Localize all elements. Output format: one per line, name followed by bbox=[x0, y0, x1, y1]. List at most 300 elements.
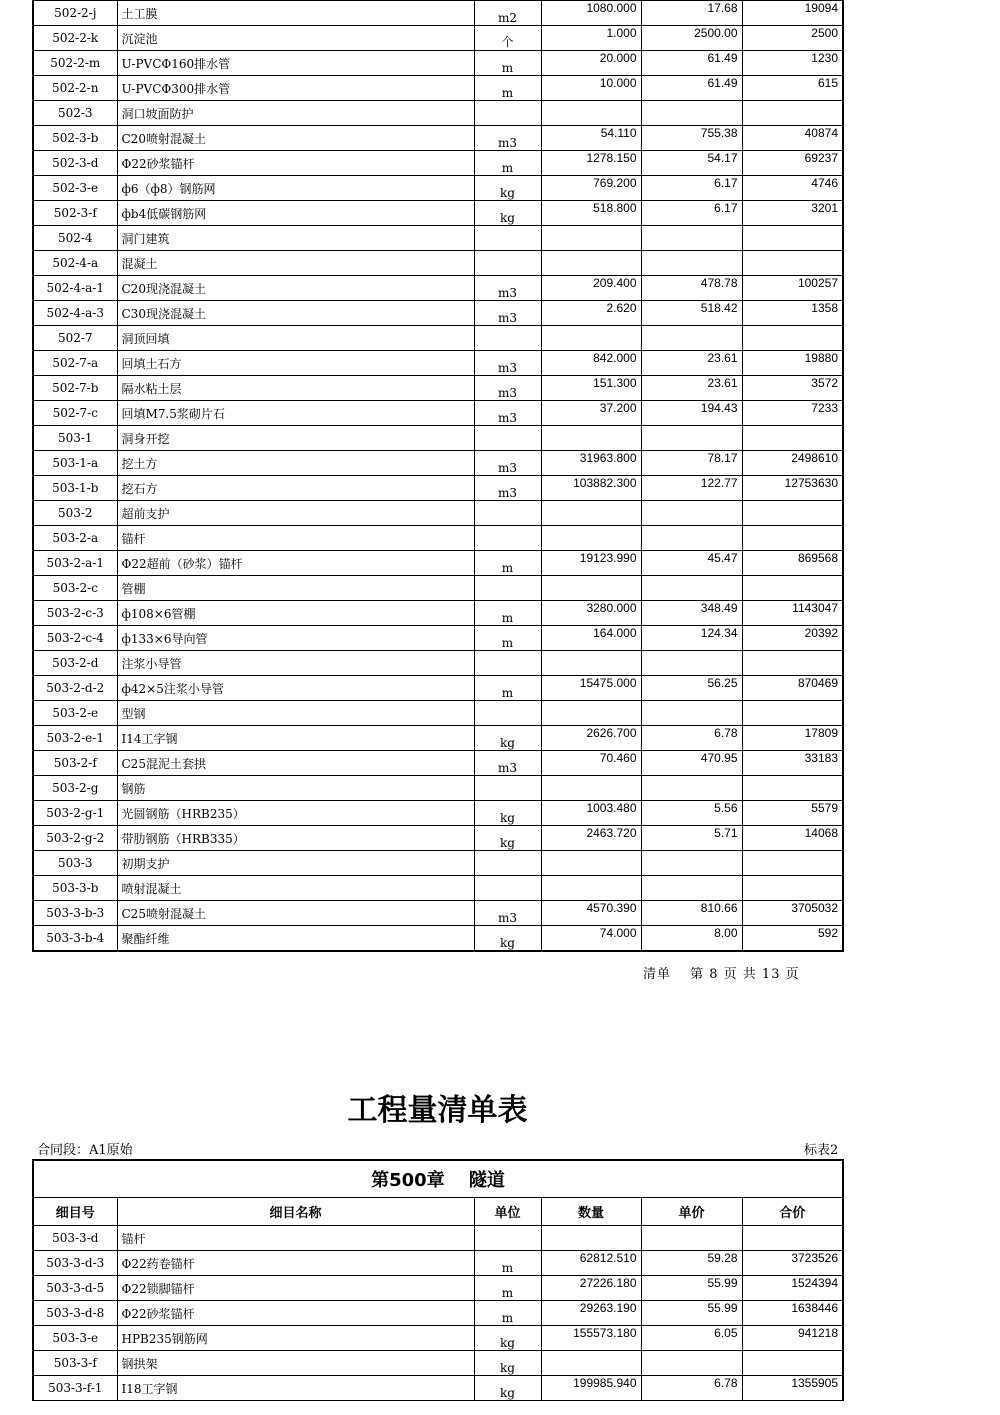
cell-item-code: 503-3-b bbox=[33, 876, 117, 901]
cell-unit bbox=[474, 851, 541, 876]
table-row bbox=[33, 201, 843, 226]
cell-total: 100257 bbox=[742, 276, 843, 301]
header-quantity: 数量 bbox=[541, 1198, 641, 1226]
cell-item-name: ф133×6导向管 bbox=[117, 626, 474, 651]
cell-unit-price: 55.99 bbox=[641, 1276, 742, 1301]
cell-unit-price: 6.17 bbox=[641, 176, 742, 201]
cell-unit-price: 59.28 bbox=[641, 1251, 742, 1276]
cell-item-code: 503-3 bbox=[33, 851, 117, 876]
cell-unit-price: 518.42 bbox=[641, 301, 742, 326]
cell-quantity bbox=[541, 701, 641, 726]
cell-unit bbox=[474, 701, 541, 726]
cell-unit-price: 6.78 bbox=[641, 726, 742, 751]
cell-item-name: HPB235钢筋网 bbox=[117, 1326, 474, 1351]
cell-item-name: 混凝土 bbox=[117, 251, 474, 276]
cell-unit-price bbox=[641, 1226, 742, 1251]
cell-quantity bbox=[541, 101, 641, 126]
cell-unit bbox=[474, 426, 541, 451]
cell-quantity bbox=[541, 851, 641, 876]
cell-item-code: 503-2 bbox=[33, 501, 117, 526]
cell-unit: m bbox=[474, 676, 541, 701]
cell-item-name: C20喷射混凝土 bbox=[117, 126, 474, 151]
cell-item-name: 挖石方 bbox=[117, 476, 474, 501]
cell-quantity: 62812.510 bbox=[541, 1251, 641, 1276]
cell-item-name: 洞顶回填 bbox=[117, 326, 474, 351]
cell-item-name: 初期支护 bbox=[117, 851, 474, 876]
table-row bbox=[33, 701, 843, 726]
cell-quantity: 155573.180 bbox=[541, 1326, 641, 1351]
cell-unit-price: 55.99 bbox=[641, 1301, 742, 1326]
cell-quantity: 31963.800 bbox=[541, 451, 641, 476]
cell-item-name: C25混泥土套拱 bbox=[117, 751, 474, 776]
cell-total: 2498610 bbox=[742, 451, 843, 476]
cell-item-name: 沉淀池 bbox=[117, 26, 474, 51]
cell-quantity bbox=[541, 651, 641, 676]
cell-unit-price: 124.34 bbox=[641, 626, 742, 651]
cell-quantity: 769.200 bbox=[541, 176, 641, 201]
cell-item-code: 503-3-d-8 bbox=[33, 1301, 117, 1326]
table-row bbox=[33, 1351, 843, 1376]
cell-quantity: 199985.940 bbox=[541, 1376, 641, 1401]
cell-total: 1638446 bbox=[742, 1301, 843, 1326]
cell-quantity: 1.000 bbox=[541, 26, 641, 51]
cell-item-name: ф108×6管棚 bbox=[117, 601, 474, 626]
table-row bbox=[33, 851, 843, 876]
cell-unit-price: 61.49 bbox=[641, 51, 742, 76]
header-unit: 单位 bbox=[474, 1198, 541, 1226]
cell-item-code: 503-2-c-4 bbox=[33, 626, 117, 651]
cell-unit-price: 755.38 bbox=[641, 126, 742, 151]
table-row bbox=[33, 101, 843, 126]
cell-item-code: 503-1-b bbox=[33, 476, 117, 501]
cell-total: 615 bbox=[742, 76, 843, 101]
cell-quantity bbox=[541, 876, 641, 901]
cell-unit: m bbox=[474, 601, 541, 626]
cell-item-name: 洞门建筑 bbox=[117, 226, 474, 251]
cell-item-name: 挖土方 bbox=[117, 451, 474, 476]
bill-table bbox=[32, 1159, 844, 1401]
cell-unit-price bbox=[641, 501, 742, 526]
cell-item-name: 隔水粘土层 bbox=[117, 376, 474, 401]
table-row bbox=[33, 526, 843, 551]
cell-total: 869568 bbox=[742, 551, 843, 576]
table-row bbox=[33, 626, 843, 651]
cell-quantity: 37.200 bbox=[541, 401, 641, 426]
cell-quantity: 103882.300 bbox=[541, 476, 641, 501]
cell-item-code: 503-3-f-1 bbox=[33, 1376, 117, 1401]
cell-total bbox=[742, 226, 843, 251]
cell-item-name: C25喷射混凝土 bbox=[117, 901, 474, 926]
cell-unit-price: 6.78 bbox=[641, 1376, 742, 1401]
cell-total: 3705032 bbox=[742, 901, 843, 926]
cell-total: 2500 bbox=[742, 26, 843, 51]
cell-item-name: фb4低碳钢筋网 bbox=[117, 201, 474, 226]
header-unit-price: 单价 bbox=[641, 1198, 742, 1226]
cell-unit bbox=[474, 1226, 541, 1251]
cell-item-name: 土工膜 bbox=[117, 1, 474, 26]
cell-item-code: 502-4-a-1 bbox=[33, 276, 117, 301]
table-row bbox=[33, 726, 843, 751]
cell-item-code: 502-2-j bbox=[33, 1, 117, 26]
cell-unit-price bbox=[641, 776, 742, 801]
cell-item-code: 503-2-g-2 bbox=[33, 826, 117, 851]
cell-item-name: U-PVCΦ300排水管 bbox=[117, 76, 474, 101]
cell-item-name: 钢筋 bbox=[117, 776, 474, 801]
cell-quantity: 10.000 bbox=[541, 76, 641, 101]
cell-total: 3723526 bbox=[742, 1251, 843, 1276]
cell-item-code: 502-7-a bbox=[33, 351, 117, 376]
table-row bbox=[33, 1226, 843, 1251]
cell-total bbox=[742, 851, 843, 876]
table-row bbox=[33, 826, 843, 851]
cell-unit: m3 bbox=[474, 351, 541, 376]
cell-item-code: 502-2-k bbox=[33, 26, 117, 51]
cell-item-code: 502-4-a bbox=[33, 251, 117, 276]
cell-unit bbox=[474, 776, 541, 801]
cell-item-code: 502-3-f bbox=[33, 201, 117, 226]
table-row bbox=[33, 776, 843, 801]
cell-unit-price: 17.68 bbox=[641, 1, 742, 26]
cell-total: 1230 bbox=[742, 51, 843, 76]
cell-item-code: 503-3-d bbox=[33, 1226, 117, 1251]
cell-unit-price bbox=[641, 1351, 742, 1376]
cell-unit-price bbox=[641, 251, 742, 276]
table-row bbox=[33, 501, 843, 526]
table-row bbox=[33, 1326, 843, 1351]
table-row bbox=[33, 1276, 843, 1301]
cell-unit: kg bbox=[474, 176, 541, 201]
cell-unit-price: 54.17 bbox=[641, 151, 742, 176]
cell-unit-price: 810.66 bbox=[641, 901, 742, 926]
cell-item-code: 503-3-d-5 bbox=[33, 1276, 117, 1301]
cell-item-code: 503-3-d-3 bbox=[33, 1251, 117, 1276]
cell-unit: m bbox=[474, 1301, 541, 1326]
cell-total bbox=[742, 1226, 843, 1251]
cell-item-code: 502-3-b bbox=[33, 126, 117, 151]
cell-total: 4746 bbox=[742, 176, 843, 201]
cell-unit-price: 6.17 bbox=[641, 201, 742, 226]
table-row bbox=[33, 351, 843, 376]
cell-total bbox=[742, 101, 843, 126]
table-row bbox=[33, 151, 843, 176]
cell-item-name: ф6（ф8）钢筋网 bbox=[117, 176, 474, 201]
cell-total: 1524394 bbox=[742, 1276, 843, 1301]
cell-total bbox=[742, 576, 843, 601]
cell-unit-price: 8.00 bbox=[641, 926, 742, 952]
cell-total bbox=[742, 776, 843, 801]
cell-unit: kg bbox=[474, 801, 541, 826]
cell-item-name: 锚杆 bbox=[117, 1226, 474, 1251]
table-row bbox=[33, 301, 843, 326]
cell-unit bbox=[474, 326, 541, 351]
table-row bbox=[33, 576, 843, 601]
cell-quantity: 29263.190 bbox=[541, 1301, 641, 1326]
cell-unit: m3 bbox=[474, 476, 541, 501]
cell-unit: 个 bbox=[474, 26, 541, 51]
cell-unit bbox=[474, 876, 541, 901]
cell-unit: m bbox=[474, 76, 541, 101]
cell-item-code: 502-7-b bbox=[33, 376, 117, 401]
cell-item-code: 502-7-c bbox=[33, 401, 117, 426]
cell-quantity bbox=[541, 576, 641, 601]
cell-total: 20392 bbox=[742, 626, 843, 651]
cell-unit bbox=[474, 576, 541, 601]
contract-section: 合同段：A1原始 bbox=[37, 1143, 133, 1158]
header-row bbox=[33, 1198, 843, 1226]
cell-item-code: 503-2-d bbox=[33, 651, 117, 676]
table-row bbox=[33, 676, 843, 701]
cell-quantity: 20.000 bbox=[541, 51, 641, 76]
cell-unit-price bbox=[641, 426, 742, 451]
cell-total: 69237 bbox=[742, 151, 843, 176]
cell-item-name: 锚杆 bbox=[117, 526, 474, 551]
cell-item-name: ф42×5注浆小导管 bbox=[117, 676, 474, 701]
cell-item-name: 喷射混凝土 bbox=[117, 876, 474, 901]
cell-unit-price: 23.61 bbox=[641, 376, 742, 401]
cell-item-name: Φ22锁脚锚杆 bbox=[117, 1276, 474, 1301]
cell-item-code: 502-7 bbox=[33, 326, 117, 351]
cell-item-code: 502-2-n bbox=[33, 76, 117, 101]
cell-unit-price: 23.61 bbox=[641, 351, 742, 376]
cell-total: 5579 bbox=[742, 801, 843, 826]
cell-quantity: 74.000 bbox=[541, 926, 641, 952]
cell-item-name: C20现浇混凝土 bbox=[117, 276, 474, 301]
table-row bbox=[33, 51, 843, 76]
cell-unit bbox=[474, 501, 541, 526]
cell-item-code: 502-2-m bbox=[33, 51, 117, 76]
cell-quantity bbox=[541, 226, 641, 251]
cell-unit: m3 bbox=[474, 126, 541, 151]
cell-item-name: Φ22砂浆锚杆 bbox=[117, 1301, 474, 1326]
cell-total: 17809 bbox=[742, 726, 843, 751]
cell-quantity: 27226.180 bbox=[541, 1276, 641, 1301]
cell-quantity bbox=[541, 1226, 641, 1251]
cell-item-code: 503-2-e bbox=[33, 701, 117, 726]
cell-item-name: U-PVCΦ160排水管 bbox=[117, 51, 474, 76]
cell-item-name: 洞身开挖 bbox=[117, 426, 474, 451]
table-row bbox=[33, 426, 843, 451]
cell-unit: m3 bbox=[474, 376, 541, 401]
cell-quantity: 15475.000 bbox=[541, 676, 641, 701]
cell-item-name: 回填M7.5浆砌片石 bbox=[117, 401, 474, 426]
cell-quantity: 1003.480 bbox=[541, 801, 641, 826]
cell-quantity: 518.800 bbox=[541, 201, 641, 226]
cell-unit: m3 bbox=[474, 451, 541, 476]
table-row bbox=[33, 876, 843, 901]
cell-total: 12753630 bbox=[742, 476, 843, 501]
cell-item-code: 503-2-a bbox=[33, 526, 117, 551]
cell-unit-price: 5.71 bbox=[641, 826, 742, 851]
cell-total: 7233 bbox=[742, 401, 843, 426]
cell-total: 3201 bbox=[742, 201, 843, 226]
cell-unit: m bbox=[474, 626, 541, 651]
cell-unit-price bbox=[641, 576, 742, 601]
cell-total bbox=[742, 426, 843, 451]
cell-item-code: 503-3-e bbox=[33, 1326, 117, 1351]
cell-total: 19880 bbox=[742, 351, 843, 376]
cell-quantity: 842.000 bbox=[541, 351, 641, 376]
cell-unit: kg bbox=[474, 1326, 541, 1351]
table-row bbox=[33, 401, 843, 426]
cell-item-name: I18工字钢 bbox=[117, 1376, 474, 1401]
cell-unit: m3 bbox=[474, 751, 541, 776]
cell-total bbox=[742, 251, 843, 276]
cell-item-code: 502-3 bbox=[33, 101, 117, 126]
cell-unit: m bbox=[474, 551, 541, 576]
cell-item-code: 503-3-f bbox=[33, 1351, 117, 1376]
cell-item-code: 503-3-b-3 bbox=[33, 901, 117, 926]
table-row bbox=[33, 901, 843, 926]
cell-unit: m bbox=[474, 51, 541, 76]
cell-item-code: 503-2-e-1 bbox=[33, 726, 117, 751]
table-row bbox=[33, 326, 843, 351]
cell-total bbox=[742, 501, 843, 526]
cell-item-name: 聚酯纤维 bbox=[117, 926, 474, 952]
chapter-row bbox=[33, 1160, 843, 1198]
cell-unit-price bbox=[641, 701, 742, 726]
cell-total: 870469 bbox=[742, 676, 843, 701]
cell-unit bbox=[474, 226, 541, 251]
table-row bbox=[33, 476, 843, 501]
cell-unit: kg bbox=[474, 1351, 541, 1376]
cell-unit-price bbox=[641, 526, 742, 551]
cell-total: 40874 bbox=[742, 126, 843, 151]
cell-item-name: I14工字钢 bbox=[117, 726, 474, 751]
cell-unit-price bbox=[641, 226, 742, 251]
cell-item-name: 钢拱架 bbox=[117, 1351, 474, 1376]
cell-item-code: 503-1-a bbox=[33, 451, 117, 476]
cell-unit: m3 bbox=[474, 901, 541, 926]
cell-unit-price: 56.25 bbox=[641, 676, 742, 701]
cell-quantity bbox=[541, 326, 641, 351]
cell-unit-price bbox=[641, 101, 742, 126]
cell-item-name: 型钢 bbox=[117, 701, 474, 726]
table-row bbox=[33, 1, 843, 26]
cell-item-code: 503-2-c bbox=[33, 576, 117, 601]
cell-item-name: 超前支护 bbox=[117, 501, 474, 526]
cell-unit: m bbox=[474, 1251, 541, 1276]
cell-total bbox=[742, 326, 843, 351]
cell-total: 33183 bbox=[742, 751, 843, 776]
table-row bbox=[33, 751, 843, 776]
cell-total: 14068 bbox=[742, 826, 843, 851]
table-row bbox=[33, 376, 843, 401]
chapter-title: 第500章 隧道 bbox=[33, 1160, 843, 1198]
cell-total: 592 bbox=[742, 926, 843, 952]
cell-quantity: 4570.390 bbox=[541, 901, 641, 926]
cell-quantity: 2.620 bbox=[541, 301, 641, 326]
cell-total bbox=[742, 1351, 843, 1376]
cell-unit-price: 348.49 bbox=[641, 601, 742, 626]
cell-unit: kg bbox=[474, 726, 541, 751]
cell-item-code: 502-3-d bbox=[33, 151, 117, 176]
cell-unit: m3 bbox=[474, 401, 541, 426]
cell-total bbox=[742, 876, 843, 901]
cell-total: 1143047 bbox=[742, 601, 843, 626]
cell-item-name: 洞口坡面防护 bbox=[117, 101, 474, 126]
cell-quantity bbox=[541, 776, 641, 801]
cell-total: 941218 bbox=[742, 1326, 843, 1351]
cell-unit: m bbox=[474, 151, 541, 176]
cell-total bbox=[742, 526, 843, 551]
cell-quantity bbox=[541, 426, 641, 451]
cell-item-code: 503-2-c-3 bbox=[33, 601, 117, 626]
document-title: 工程量清单表 bbox=[347, 1093, 528, 1128]
bill-table-continued bbox=[32, 0, 844, 952]
cell-quantity: 19123.990 bbox=[541, 551, 641, 576]
cell-item-name: 管棚 bbox=[117, 576, 474, 601]
cell-item-name: Φ22超前（砂浆）锚杆 bbox=[117, 551, 474, 576]
table-row bbox=[33, 601, 843, 626]
table-row bbox=[33, 126, 843, 151]
cell-quantity: 1278.150 bbox=[541, 151, 641, 176]
cell-item-code: 502-4 bbox=[33, 226, 117, 251]
cell-item-name: 带肋钢筋（HRB335） bbox=[117, 826, 474, 851]
table-row bbox=[33, 801, 843, 826]
table-row bbox=[33, 651, 843, 676]
table-row bbox=[33, 26, 843, 51]
cell-item-name: C30现浇混凝土 bbox=[117, 301, 474, 326]
cell-quantity: 151.300 bbox=[541, 376, 641, 401]
cell-item-name: Φ22砂浆锚杆 bbox=[117, 151, 474, 176]
cell-quantity: 2463.720 bbox=[541, 826, 641, 851]
table-row bbox=[33, 926, 843, 952]
cell-item-code: 503-2-f bbox=[33, 751, 117, 776]
cell-unit: kg bbox=[474, 201, 541, 226]
cell-item-code: 503-2-a-1 bbox=[33, 551, 117, 576]
table-row bbox=[33, 551, 843, 576]
cell-item-name: Φ22药卷锚杆 bbox=[117, 1251, 474, 1276]
table-row bbox=[33, 76, 843, 101]
cell-unit-price: 470.95 bbox=[641, 751, 742, 776]
cell-item-code: 503-3-b-4 bbox=[33, 926, 117, 952]
table-row bbox=[33, 451, 843, 476]
cell-item-code: 503-2-d-2 bbox=[33, 676, 117, 701]
table-row bbox=[33, 1376, 843, 1401]
cell-unit: kg bbox=[474, 926, 541, 952]
cell-quantity: 3280.000 bbox=[541, 601, 641, 626]
page-footer: 清单 第 8 页 共 13 页 bbox=[643, 967, 800, 982]
cell-unit-price: 122.77 bbox=[641, 476, 742, 501]
cell-unit bbox=[474, 651, 541, 676]
table-row bbox=[33, 251, 843, 276]
cell-unit-price bbox=[641, 326, 742, 351]
cell-quantity bbox=[541, 501, 641, 526]
cell-quantity: 209.400 bbox=[541, 276, 641, 301]
cell-total bbox=[742, 701, 843, 726]
table-row bbox=[33, 226, 843, 251]
cell-unit-price: 478.78 bbox=[641, 276, 742, 301]
cell-item-code: 502-3-e bbox=[33, 176, 117, 201]
cell-unit-price bbox=[641, 876, 742, 901]
cell-unit-price: 61.49 bbox=[641, 76, 742, 101]
form-number: 标表2 bbox=[804, 1143, 839, 1158]
cell-quantity: 1080.000 bbox=[541, 1, 641, 26]
table-row bbox=[33, 276, 843, 301]
cell-unit-price: 5.56 bbox=[641, 801, 742, 826]
cell-item-code: 503-2-g-1 bbox=[33, 801, 117, 826]
table-row bbox=[33, 176, 843, 201]
cell-item-name: 光圆钢筋（HRB235） bbox=[117, 801, 474, 826]
cell-unit-price bbox=[641, 651, 742, 676]
cell-unit-price: 6.05 bbox=[641, 1326, 742, 1351]
cell-unit-price bbox=[641, 851, 742, 876]
cell-unit: m3 bbox=[474, 301, 541, 326]
cell-quantity bbox=[541, 526, 641, 551]
cell-quantity: 54.110 bbox=[541, 126, 641, 151]
cell-total: 3572 bbox=[742, 376, 843, 401]
cell-item-name: 注浆小导管 bbox=[117, 651, 474, 676]
